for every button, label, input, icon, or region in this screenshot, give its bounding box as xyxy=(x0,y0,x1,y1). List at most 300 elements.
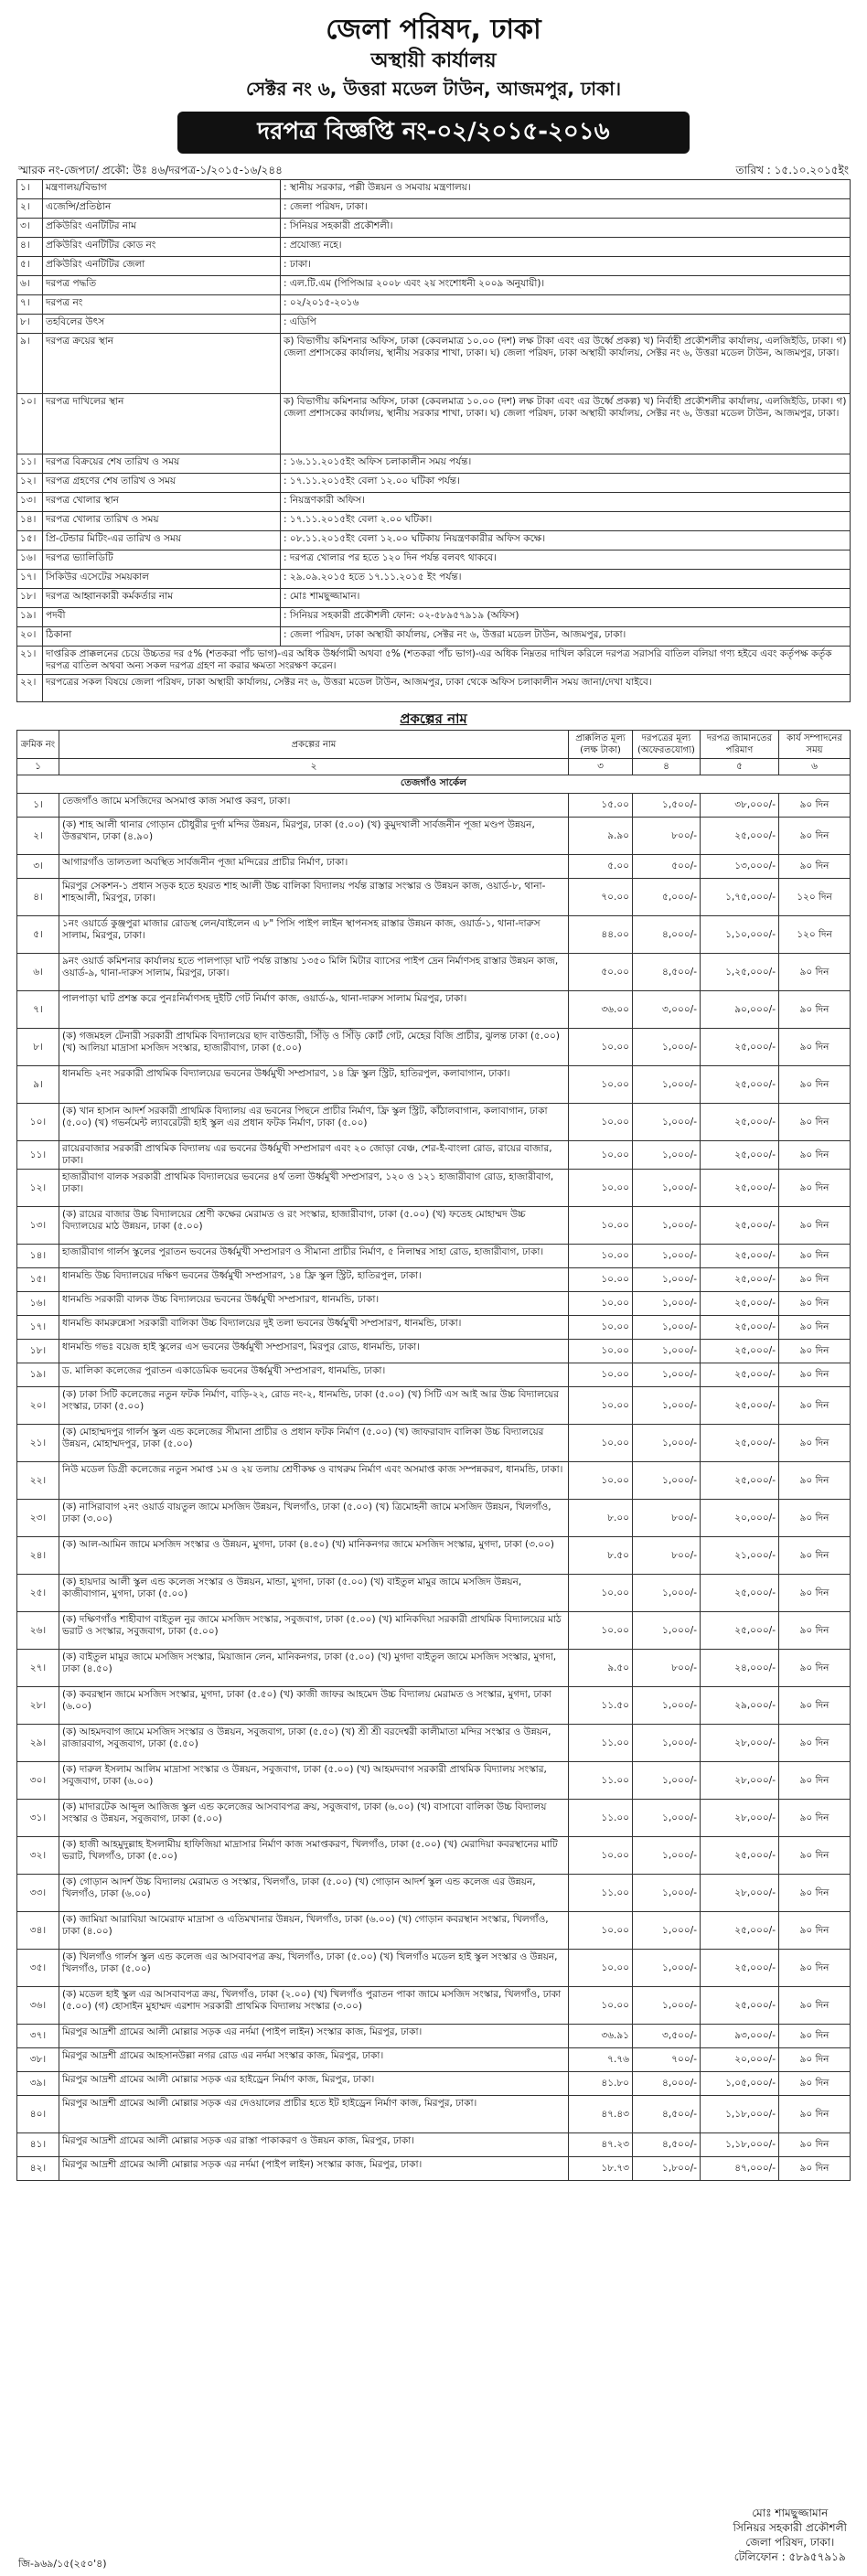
info-label: ঠিকানা xyxy=(43,627,281,647)
project-row xyxy=(17,794,851,818)
project-row xyxy=(17,818,851,855)
project-tender-fee: ৭০০/- xyxy=(633,2048,701,2072)
project-tender-fee: ৪,৫০০/- xyxy=(633,2133,701,2157)
project-serial: ৩০। xyxy=(17,1762,59,1800)
info-row xyxy=(17,180,851,199)
note-number: ২১। xyxy=(17,647,43,675)
project-tender-fee: ৫,০০০/- xyxy=(633,879,701,916)
project-security: ২৫,০০০/- xyxy=(701,1245,779,1268)
signature-block xyxy=(733,2506,847,2564)
project-tender-fee: ১,০০০/- xyxy=(633,1245,701,1268)
project-name: হাজারীবাগ বালক সরকারী প্রাথমিক বিদ্যালয়ের ভবনের ৪র্থ তলা উর্ধ্বমুখী সম্প্রসারণ, ১২০ ও ১২১ হাজারীবাগ রোড, হাজারীবাগ, ঢাকা। xyxy=(59,1170,569,1207)
project-duration: ৯০ দিন xyxy=(779,2133,851,2157)
col-index: ২ xyxy=(59,759,569,775)
project-row xyxy=(17,1837,851,1875)
project-serial: ৩৬। xyxy=(17,1987,59,2025)
project-duration: ১২০ দিন xyxy=(779,916,851,954)
project-name: (ক) কবরস্থান জামে মসজিদ সংস্কার, মুগদা, ঢাকা (৫.৫০) (খ) কাজী জাফর আহমেদ উচ্চ বিদ্যালয় মেরামত ও সংস্কার, মুগদা, ঢাকা (৬.০০) xyxy=(59,1687,569,1725)
project-row xyxy=(17,2157,851,2181)
project-row xyxy=(17,2048,851,2072)
project-name: (ক) গজমহল টেনারী সরকারী প্রাথমিক বিদ্যালয়ের ছাদ বাউন্ডারী, সিঁড়ি ও সিঁড়ি কোর্ট গেট, মেহের বিজি প্রাচীর, ঝুলন্ত ঢাকা (৫.০০) (খ) আলিয়া মাদ্রাসা মসজিদ সংস্কার, হাজারীবাগ, ঢাকা (৫.০০) xyxy=(59,1029,569,1066)
info-value: : জেলা পরিষদ, ঢাকা। xyxy=(281,199,851,219)
project-tender-fee: ১,০০০/- xyxy=(633,1029,701,1066)
project-row xyxy=(17,1245,851,1268)
info-label: প্রকিউরিং এনটিটির কোড নং xyxy=(43,238,281,257)
project-duration: ৯০ দিন xyxy=(779,1462,851,1500)
signatory-name: মোঃ শামছুজ্জামান xyxy=(752,2507,829,2519)
project-serial: ২। xyxy=(17,818,59,855)
project-estimate: ৫.০০ xyxy=(569,855,633,879)
note-row xyxy=(17,647,851,675)
project-duration: ৯০ দিন xyxy=(779,855,851,879)
project-row xyxy=(17,879,851,916)
project-tender-fee: ৮০০/- xyxy=(633,1500,701,1537)
info-value: : ০২/২০১৫-২০১৬ xyxy=(281,295,851,315)
signatory-title: সিনিয়র সহকারী প্রকৌশলী xyxy=(733,2521,847,2534)
project-security: ১,১০,০০০/- xyxy=(701,916,779,954)
info-number: ৯। xyxy=(17,334,43,394)
project-row xyxy=(17,1387,851,1425)
project-tender-fee: ৪,৫০০/- xyxy=(633,2096,701,2133)
project-estimate: ১০.০০ xyxy=(569,1141,633,1170)
project-tender-fee: ১,০০০/- xyxy=(633,1141,701,1170)
project-duration: ৯০ দিন xyxy=(779,1687,851,1725)
col-estimate: প্রাক্কলিত মূল্য (লক্ষ টাকা) xyxy=(569,731,633,759)
project-estimate: ১০.০০ xyxy=(569,1387,633,1425)
project-security: ২৫,০০০/- xyxy=(701,1912,779,1950)
project-duration: ৯০ দিন xyxy=(779,991,851,1029)
project-serial: ১২। xyxy=(17,1170,59,1207)
info-number: ১৯। xyxy=(17,608,43,627)
note-text: দাপ্তরিক প্রাক্কলনের চেয়ে উচ্চতর দর ৫% (শতকরা পাঁচ ভাগ)-এর অধিক উর্ধ্বগামী অথবা ৫% (শতকরা পাঁচ ভাগ)-এর অধিক নিম্নতর দাখিল করিলে দরপত্র সরাসরি বাতিল বলিয়া গণ্য হইবে এবং কর্তৃপক্ষ কর্তৃক দরপত্র বাতিল অথবা অন্য সকল দরপত্র গ্রহণ না করার ক্ষমতা সংরক্ষণ করেন। xyxy=(43,647,851,675)
col-duration: কার্য সম্পাদনের সময় xyxy=(779,731,851,759)
project-name: ধানমন্ডি ২নং সরকারী প্রাথমিক বিদ্যালয়ের ভবনের উর্ধ্বমুখী সম্প্রসারণ, ১৪ ফ্রি স্কুল স্ট্রিট, হাতিরপুল, কলাবাগান, ঢাকা। xyxy=(59,1066,569,1104)
info-row xyxy=(17,238,851,257)
project-estimate: ১১.৫০ xyxy=(569,1687,633,1725)
project-duration: ৯০ দিন xyxy=(779,1170,851,1207)
project-estimate: ১০.০০ xyxy=(569,1340,633,1363)
project-serial: ৩৫। xyxy=(17,1950,59,1987)
project-security: ৯০,০০০/- xyxy=(701,991,779,1029)
project-estimate: ১০.০০ xyxy=(569,1029,633,1066)
project-tender-fee: ১,০০০/- xyxy=(633,1837,701,1875)
project-row xyxy=(17,1340,851,1363)
info-label: দরপত্র গ্রহণের শেষ তারিখ ও সময় xyxy=(43,474,281,493)
info-row xyxy=(17,276,851,295)
project-tender-fee: ৪,৫০০/- xyxy=(633,954,701,991)
project-duration: ৯০ দিন xyxy=(779,1245,851,1268)
col-index: ১ xyxy=(17,759,59,775)
project-serial: ৩৮। xyxy=(17,2048,59,2072)
info-value: : ১৬.১১.২০১৫ইং অফিস চলাকালীন সময় পর্যন্ত। xyxy=(281,454,851,474)
info-number: ১৩। xyxy=(17,493,43,512)
project-row xyxy=(17,1800,851,1837)
project-estimate: ৭.৭৬ xyxy=(569,2048,633,2072)
project-name: মিরপুর সেকশন-১ প্রধান সড়ক হতে হযরত শাহ আলী উচ্চ বালিকা বিদ্যালয় পর্যন্ত রাস্তার সংস্কার ও উন্নয়ন কাজ, ওয়ার্ড-৮, থানা-শাহআলী, মিরপুর, ঢাকা। xyxy=(59,879,569,916)
project-tender-fee: ১,০০০/- xyxy=(633,1950,701,1987)
project-name: (ক) জামিয়া আরাবিয়া আমেরাফ মাদ্রাসা ও এতিমখানার উন্নয়ন, খিলগাঁও, ঢাকা (৬.০০) (খ) গোড়ান কবরস্থান সংস্কার, খিলগাঁও, ঢাকা (৪.০০) xyxy=(59,1912,569,1950)
project-name: ১নং ওয়ার্ডে কুঞ্জপুরা মাজার রোডস্থ লেন/বাইলেন এ ৮" পিসি পাইপ লাইন স্থাপনসহ রাস্তার উন্নয়ন কাজ, ওয়ার্ড-১, থানা-দারুস সালাম, মিরপুর, ঢাকা। xyxy=(59,916,569,954)
project-serial: ২৮। xyxy=(17,1687,59,1725)
info-value: : স্থানীয় সরকার, পল্লী উন্নয়ন ও সমবায় মন্ত্রণালয়। xyxy=(281,180,851,199)
project-row xyxy=(17,1575,851,1612)
info-row xyxy=(17,474,851,493)
project-duration: ৯০ দিন xyxy=(779,1875,851,1912)
project-duration: ৯০ দিন xyxy=(779,1500,851,1537)
project-row xyxy=(17,1462,851,1500)
section-row xyxy=(17,775,851,794)
project-security: ২০,০০০/- xyxy=(701,2048,779,2072)
col-index: ৩ xyxy=(569,759,633,775)
project-tender-fee: ১,৮০০/- xyxy=(633,2157,701,2181)
project-name: (ক) দারুল ইসলাম আলিম মাদ্রাসা সংস্কার ও উন্নয়ন, সবুজবাগ, ঢাকা (৫.০০) (খ) আহমদবাগ সরকারী প্রাথমিক বিদ্যালয় সংস্কার, সবুজবাগ, ঢাকা (৬.০০) xyxy=(59,1762,569,1800)
info-row xyxy=(17,295,851,315)
info-value: : ১৭.১১.২০১৫ইং বেলা ২.০০ ঘটিকা। xyxy=(281,512,851,531)
project-serial: ২৫। xyxy=(17,1575,59,1612)
project-tender-fee: ১,০০০/- xyxy=(633,1575,701,1612)
note-row xyxy=(17,675,851,702)
project-security: ২১,০০০/- xyxy=(701,1537,779,1575)
info-label: এজেন্সি/প্রতিষ্ঠান xyxy=(43,199,281,219)
info-row xyxy=(17,219,851,238)
project-duration: ৯০ দিন xyxy=(779,1912,851,1950)
project-duration: ৯০ দিন xyxy=(779,2072,851,2096)
info-label: মন্ত্রণালয়/বিভাগ xyxy=(43,180,281,199)
project-estimate: ৭০.০০ xyxy=(569,879,633,916)
project-serial: ৪। xyxy=(17,879,59,916)
info-label: প্রকিউরিং এনটিটির জেলা xyxy=(43,257,281,276)
project-security: ২৫,০০০/- xyxy=(701,1066,779,1104)
footer-code: জি-৯৬৯/১৫(২৫০'৪) xyxy=(18,2558,107,2570)
info-label: দরপত্র খোলার স্থান xyxy=(43,493,281,512)
project-tender-fee: ১,০০০/- xyxy=(633,1104,701,1141)
project-duration: ৯০ দিন xyxy=(779,818,851,855)
project-tender-fee: ৮০০/- xyxy=(633,1537,701,1575)
project-security: ১,২৫,০০০/- xyxy=(701,954,779,991)
project-duration: ৯০ দিন xyxy=(779,2025,851,2048)
project-tender-fee: ১,৫০০/- xyxy=(633,794,701,818)
project-row xyxy=(17,1316,851,1340)
info-value: : সিনিয়র সহকারী প্রকৌশলী ফোন: ০২-৫৮৯৫৭৯১৯ (অফিস) xyxy=(281,608,851,627)
project-name: (ক) আহমদবাগ জামে মসজিদ সংস্কার ও উন্নয়ন, সবুজবাগ, ঢাকা (৫.৫০) (খ) শ্রী শ্রী বরদেশ্বরী কালীমাতা মন্দির সংস্কার ও উন্নয়ন, রাজারবাগ, সবুজবাগ, ঢাকা (৫.৫০) xyxy=(59,1725,569,1762)
project-estimate: ১০.০০ xyxy=(569,1363,633,1387)
project-row xyxy=(17,1425,851,1462)
project-estimate: ৪৪.০০ xyxy=(569,916,633,954)
project-serial: ১৪। xyxy=(17,1245,59,1268)
info-row xyxy=(17,334,851,394)
project-tender-fee: ৫০০/- xyxy=(633,855,701,879)
project-security: ২৫,০০০/- xyxy=(701,818,779,855)
signatory-phone: টেলিফোন : ৫৮৯৫৭৯১৯ xyxy=(733,2550,846,2563)
project-security: ২৫,০০০/- xyxy=(701,1268,779,1292)
project-tender-fee: ৮০০/- xyxy=(633,818,701,855)
project-duration: ৯০ দিন xyxy=(779,1268,851,1292)
info-value: : ০৮.১১.২০১৫ইং বেলা ১২.০০ ঘটিকায় নিয়ন্ত্রণকারীর অফিস কক্ষে। xyxy=(281,531,851,550)
project-estimate: ৫০.০০ xyxy=(569,954,633,991)
project-tender-fee: ১,০০০/- xyxy=(633,1612,701,1650)
info-row xyxy=(17,627,851,647)
project-security: ২৫,০০০/- xyxy=(701,1837,779,1875)
project-security: ২৮,০০০/- xyxy=(701,1725,779,1762)
info-value: : সিনিয়র সহকারী প্রকৌশলী। xyxy=(281,219,851,238)
info-label: দরপত্র আহ্বানকারী কর্মকর্তার নাম xyxy=(43,589,281,608)
project-security: ২৫,০০০/- xyxy=(701,1575,779,1612)
project-estimate: ১০.০০ xyxy=(569,1575,633,1612)
info-label: দরপত্র বিক্রয়ের শেষ তারিখ ও সময় xyxy=(43,454,281,474)
project-name: (ক) হাজী আহমুদুল্লাহ ইসলামীয় হাফিজিয়া মাদ্রাসার নির্মাণ কাজ সমাপ্তকরণ, খিলগাঁও, ঢাকা (৫.০০) (খ) মেরাদিয়া কবরস্থানের মাটি ভরাট, খিলগাঁও, ঢাকা (৫.০০) xyxy=(59,1837,569,1875)
project-tender-fee: ১,০০০/- xyxy=(633,1912,701,1950)
info-row xyxy=(17,257,851,276)
project-row xyxy=(17,1537,851,1575)
project-serial: ১৭। xyxy=(17,1316,59,1340)
info-row xyxy=(17,531,851,550)
project-estimate: ১০.০০ xyxy=(569,1207,633,1245)
project-name: (ক) খান হাসান আদর্শ সরকারী প্রাথমিক বিদ্যালয় এর ভবনের পিছনে প্রাচীর নির্মাণ, ফ্রি স্কুল স্ট্রিট, কাঁঠালবাগান, কলাবাগান, ঢাকা (৫.০০) (খ) গভর্নমেন্ট ল্যাবরেটরী হাই স্কুল এর প্রধান ফটক নির্মাণ, ঢাকা (৫.০০) xyxy=(59,1104,569,1141)
col-index: ৫ xyxy=(701,759,779,775)
info-label: সিকিউর এসেটের সময়কাল xyxy=(43,570,281,589)
project-row xyxy=(17,2072,851,2096)
info-label: তহবিলের উৎস xyxy=(43,315,281,334)
project-serial: ৩৪। xyxy=(17,1912,59,1950)
info-value: ক) বিভাগীয় কমিশনার অফিস, ঢাকা (কেবলমাত্র ১০.০০ (দশ) লক্ষ টাকা এবং এর উর্ধ্বে প্রকল্প) খ) নির্বাহী প্রকৌশলীর কার্যালয়, এলজিইডি, ঢাকা। গ) জেলা প্রশাসকের কার্যালয়, স্থানীয় সরকার শাখা, ঢাকা। ঘ) জেলা পরিষদ, ঢাকা অস্থায়ী কার্যালয়, সেক্টর নং ৬, উত্তরা মডেল টাউন, আজমপুর, ঢাকা। xyxy=(281,334,851,394)
info-row xyxy=(17,589,851,608)
info-number: ৩। xyxy=(17,219,43,238)
project-serial: ২২। xyxy=(17,1462,59,1500)
project-tender-fee: ১,০০০/- xyxy=(633,1425,701,1462)
office-name: জেলা পরিষদ, ঢাকা xyxy=(326,14,541,46)
info-value: : দরপত্র খোলার পর হতে ১২০ দিন পর্যন্ত বলবৎ থাকবে। xyxy=(281,550,851,570)
project-name: (ক) শাহ আলী থানার গোড়ান চৌধুরীর দুর্গা মন্দির উন্নয়ন, মিরপুর, ঢাকা (৫.০০) (খ) কুমুদখালী সার্বজনীন পূজা মণ্ডপ উন্নয়ন, উত্তরখান, ঢাকা (৪.৯০) xyxy=(59,818,569,855)
project-tender-fee: ১,০০০/- xyxy=(633,1462,701,1500)
project-security: ২৫,০০০/- xyxy=(701,1387,779,1425)
project-estimate: ৩৬.৯১ xyxy=(569,2025,633,2048)
project-name: মিরপুর আদ্রশী গ্রামের আহসানউল্লা নগর রোড এর নর্দমা সংস্কার কাজ, মিরপুর, ঢাকা। xyxy=(59,2048,569,2072)
project-tender-fee: ১,০০০/- xyxy=(633,1292,701,1316)
project-duration: ৯০ দিন xyxy=(779,1387,851,1425)
project-duration: ৯০ দিন xyxy=(779,1537,851,1575)
project-estimate: ১০.০০ xyxy=(569,1316,633,1340)
info-row xyxy=(17,512,851,531)
project-security: ১৩,০০০/- xyxy=(701,855,779,879)
project-security: ২৫,০০০/- xyxy=(701,1425,779,1462)
info-number: ১৮। xyxy=(17,589,43,608)
project-row xyxy=(17,1170,851,1207)
project-estimate: ১০.০০ xyxy=(569,1245,633,1268)
project-tender-fee: ১,০০০/- xyxy=(633,1762,701,1800)
project-serial: ৯। xyxy=(17,1066,59,1104)
project-name: মিরপুর আদ্রশী গ্রামের আলী মোল্লার সড়ক এর নর্দমা (পাইপ লাইন) সংস্কার কাজ, মিরপুর, ঢাকা। xyxy=(59,2157,569,2181)
col-security: দরপত্র জামানতের পরিমাণ xyxy=(701,731,779,759)
project-security: ২৫,০০০/- xyxy=(701,1462,779,1500)
project-security: ১,৭৫,০০০/- xyxy=(701,879,779,916)
project-tender-fee: ৩,০০০/- xyxy=(633,991,701,1029)
project-security: ৩৮,০০০/- xyxy=(701,794,779,818)
project-estimate: ১১.০০ xyxy=(569,1725,633,1762)
project-security: ১,০৫,০০০/- xyxy=(701,2072,779,2096)
project-serial: ১০। xyxy=(17,1104,59,1141)
info-row xyxy=(17,570,851,589)
project-serial: ৩২। xyxy=(17,1837,59,1875)
info-number: ২০। xyxy=(17,627,43,647)
project-tender-fee: ৩,৫০০/- xyxy=(633,2025,701,2048)
project-row xyxy=(17,991,851,1029)
project-security: ১,১৮,০০০/- xyxy=(701,2096,779,2133)
column-index-row xyxy=(17,759,851,775)
project-tender-fee: ১,০০০/- xyxy=(633,1340,701,1363)
project-security: ২৫,০০০/- xyxy=(701,1950,779,1987)
info-label: দরপত্র ভ্যালিডিটি xyxy=(43,550,281,570)
project-security: ২৫,০০০/- xyxy=(701,1340,779,1363)
project-tender-fee: ১,০০০/- xyxy=(633,1987,701,2025)
project-duration: ৯০ দিন xyxy=(779,2096,851,2133)
info-number: ২। xyxy=(17,199,43,219)
project-duration: ৯০ দিন xyxy=(779,2048,851,2072)
project-tender-fee: ৪,০০০/- xyxy=(633,2072,701,2096)
project-estimate: ১১.০০ xyxy=(569,1800,633,1837)
tender-info-table xyxy=(16,179,851,702)
project-security: ২৮,০০০/- xyxy=(701,1762,779,1800)
project-row xyxy=(17,1762,851,1800)
project-estimate: ১১.০০ xyxy=(569,1762,633,1800)
project-name: (ক) দক্ষিণগাঁও শাহীবাগ বাইতুল নুর জামে মসজিদ সংস্কার, সবুজবাগ, ঢাকা (৫.০০) (খ) মানিকদিয়া সরকারী প্রাথমিক বিদ্যালয়ের মাঠ ভরাট ও সংস্কার, সবুজবাগ, ঢাকা (৫.০০) xyxy=(59,1612,569,1650)
info-label: প্রকিউরিং এনটিটির নাম xyxy=(43,219,281,238)
project-name: ধানমন্ডি গভঃ বয়েজ হাই স্কুলের এস ভবনের উর্ধ্বমুখী সম্প্রসারণ, মিরপুর রোড, ধানমন্ডি, ঢাকা। xyxy=(59,1340,569,1363)
memo-number: স্মারক নং-জেপঢা/ প্রকৌ: উঃ ৪৬/দরপত্র-১/২০১৫-১৬/২৪৪ xyxy=(18,164,283,176)
project-name: (ক) নাসিরাবাগ ২নং ওয়ার্ড বায়তুল জামে মসজিদ উন্নয়ন, খিলগাঁও, ঢাকা (৫.০০) (খ) ত্রিমোহনী জামে মসজিদ উন্নয়ন, খিলগাঁও, ঢাকা (৩.০০) xyxy=(59,1500,569,1537)
project-name: তেজগাঁও জামে মসজিদের অসমাপ্ত কাজ সমাপ্ত করণ, ঢাকা। xyxy=(59,794,569,818)
project-duration: ৯০ দিন xyxy=(779,1207,851,1245)
project-name: পালপাড়া ঘাট প্রশস্ত করে পুনঃনির্মাণসহ দুইটি গেট নির্মাণ কাজ, ওয়ার্ড-৯, থানা-দারুস সালাম মিরপুর, ঢাকা। xyxy=(59,991,569,1029)
project-serial: ৪০। xyxy=(17,2096,59,2133)
project-duration: ৯০ দিন xyxy=(779,1725,851,1762)
project-duration: ৯০ দিন xyxy=(779,1363,851,1387)
project-security: ২৫,০০০/- xyxy=(701,1363,779,1387)
project-row xyxy=(17,2096,851,2133)
info-label: প্রি-টেন্ডার মিটিং-এর তারিখ ও সময় xyxy=(43,531,281,550)
project-name: নিউ মডেল ডিগ্রী কলেজের নতুন সমাপ্ত ১ম ও ২য় তলায় শ্রেণীকক্ষ ও বাথরুম নির্মাণ এবং অসমাপ্ত কাজ সম্পন্নকরণ, ধানমন্ডি, ঢাকা। xyxy=(59,1462,569,1500)
info-row xyxy=(17,454,851,474)
project-row xyxy=(17,1500,851,1537)
project-name: আগারগাঁও তালতলা অবস্থিত সার্বজনীন পূজা মন্দিরের প্রাচীর নির্মাণ, ঢাকা। xyxy=(59,855,569,879)
project-tender-fee: ১,০০০/- xyxy=(633,1316,701,1340)
info-value: : মোঃ শামছুজ্জামান। xyxy=(281,589,851,608)
info-label: দরপত্র দাখিলের স্থান xyxy=(43,394,281,454)
info-label: দরপত্র খোলার তারিখ ও সময় xyxy=(43,512,281,531)
project-serial: ১৫। xyxy=(17,1268,59,1292)
project-estimate: ১০.০০ xyxy=(569,1170,633,1207)
project-estimate: ১০.০০ xyxy=(569,1462,633,1500)
project-estimate: ১০.০০ xyxy=(569,1987,633,2025)
projects-table xyxy=(16,730,851,2181)
project-security: ২৫,০০০/- xyxy=(701,1104,779,1141)
project-serial: ৭। xyxy=(17,991,59,1029)
project-duration: ৯০ দিন xyxy=(779,1837,851,1875)
project-row xyxy=(17,1612,851,1650)
project-tender-fee: ১,০০০/- xyxy=(633,1363,701,1387)
project-security: ২৪,০০০/- xyxy=(701,1650,779,1687)
info-row xyxy=(17,608,851,627)
project-tender-fee: ৪,০০০/- xyxy=(633,916,701,954)
project-name: (ক) বাইতুল মামুর জামে মসজিদ সংস্কার, মিয়াজান লেন, মানিকনগর, ঢাকা (৫.০০) (খ) মুগদা বাইতুল জামে মসজিদ সংস্কার, মুগদা, ঢাকা (৪.৫০) xyxy=(59,1650,569,1687)
project-serial: ২০। xyxy=(17,1387,59,1425)
project-estimate: ১০.০০ xyxy=(569,1612,633,1650)
col-project-name: প্রকল্পের নাম xyxy=(59,731,569,759)
info-value: : ১৭.১১.২০১৫ইং বেলা ১২.০০ ঘটিকা পর্যন্ত। xyxy=(281,474,851,493)
project-serial: ৩। xyxy=(17,855,59,879)
project-duration: ৯০ দিন xyxy=(779,1425,851,1462)
info-row xyxy=(17,493,851,512)
project-duration: ৯০ দিন xyxy=(779,794,851,818)
project-estimate: ৯.৫০ xyxy=(569,1650,633,1687)
project-estimate: ১০.০০ xyxy=(569,1292,633,1316)
project-tender-fee: ১,০০০/- xyxy=(633,1687,701,1725)
project-row xyxy=(17,1650,851,1687)
project-serial: ৬। xyxy=(17,954,59,991)
info-value: : নিয়ন্ত্রণকারী অফিস। xyxy=(281,493,851,512)
project-security: ৪৭,০০০/- xyxy=(701,2157,779,2181)
project-estimate: ৪৭.২৩ xyxy=(569,2133,633,2157)
projects-title: প্রকল্পের নাম xyxy=(400,711,467,727)
project-tender-fee: ১,০০০/- xyxy=(633,1066,701,1104)
project-duration: ৯০ দিন xyxy=(779,1029,851,1066)
project-serial: ২১। xyxy=(17,1425,59,1462)
project-name: (ক) মোহাম্মদপুর গার্লস স্কুল এন্ড কলেজের সীমানা প্রাচীর ও প্রধান ফটক নির্মাণ (৫.০০) (খ) জাফরাবাদ বালিকা উচ্চ বিদ্যালয়ের উন্নয়ন, মোহাম্মদপুর, ঢাকা (৫.০০) xyxy=(59,1425,569,1462)
info-number: ১৫। xyxy=(17,531,43,550)
reference-line xyxy=(16,161,851,179)
project-serial: ৩১। xyxy=(17,1800,59,1837)
project-serial: ৩৩। xyxy=(17,1875,59,1912)
project-security: ২৮,০০০/- xyxy=(701,1875,779,1912)
project-name: মিরপুর আদ্রশী গ্রামের আলী মোল্লার সড়ক এর রাস্তা পাকাকরণ ও উন্নয়ন কাজ, মিরপুর, ঢাকা। xyxy=(59,2133,569,2157)
project-estimate: ৯.৯০ xyxy=(569,818,633,855)
project-row xyxy=(17,1687,851,1725)
project-serial: ২৯। xyxy=(17,1725,59,1762)
project-estimate: ১০.০০ xyxy=(569,1425,633,1462)
project-serial: ১। xyxy=(17,794,59,818)
project-row xyxy=(17,1268,851,1292)
project-duration: ৯০ দিন xyxy=(779,1066,851,1104)
project-name: মিরপুর আদ্রশী গ্রামের আলী মোল্লার সড়ক এর হাইড্রেন নির্মাণ কাজ, মিরপুর, ঢাকা। xyxy=(59,2072,569,2096)
info-label: দরপত্র পদ্ধতি xyxy=(43,276,281,295)
project-tender-fee: ১,০০০/- xyxy=(633,1387,701,1425)
project-name: (ক) আল-আমিন জামে মসজিদ সংস্কার ও উন্নয়ন, মুগদা, ঢাকা (৪.৫০) (খ) মানিকনগর জামে মসজিদ সংস্কার, মুগদা, ঢাকা (৩.০০) xyxy=(59,1537,569,1575)
office-header xyxy=(16,13,851,102)
office-subtitle: অস্থায়ী কার্যালয় xyxy=(370,49,497,72)
project-tender-fee: ১,০০০/- xyxy=(633,1800,701,1837)
project-security: ৯৩,০০০/- xyxy=(701,2025,779,2048)
projects-header-row xyxy=(17,731,851,759)
info-value: : ২৯.০৯.২০১৫ হতে ১৭.১১.২০১৫ ইং পর্যন্ত। xyxy=(281,570,851,589)
project-duration: ৯০ দিন xyxy=(779,1316,851,1340)
project-serial: ২৭। xyxy=(17,1650,59,1687)
project-serial: ১৬। xyxy=(17,1292,59,1316)
project-row xyxy=(17,1363,851,1387)
project-serial: ৩৯। xyxy=(17,2072,59,2096)
project-estimate: ১০.০০ xyxy=(569,1066,633,1104)
project-tender-fee: ৮০০/- xyxy=(633,1650,701,1687)
project-name: (ক) খিলগাঁও গার্লস স্কুল এন্ড কলেজ এর আসবাবপত্র ক্রয়, খিলগাঁও, ঢাকা (৫.০০) (খ) খিলগাঁও মডেল হাই স্কুল সংস্কার ও উন্নয়ন, খিলগাঁও, ঢাকা (৫.০০) xyxy=(59,1950,569,1987)
info-value: ক) বিভাগীয় কমিশনার অফিস, ঢাকা (কেবলমাত্র ১০.০০ (দশ) লক্ষ টাকা এবং এর উর্ধ্বে প্রকল্প) খ) নির্বাহী প্রকৌশলীর কার্যালয়, এলজিইডি, ঢাকা। গ) জেলা প্রশাসকের কার্যালয়, স্থানীয় সরকার শাখা, ঢাকা। ঘ) জেলা পরিষদ, ঢাকা অস্থায়ী কার্যালয়, সেক্টর নং ৬, উত্তরা মডেল টাউন, আজমপুর, ঢাকা। xyxy=(281,394,851,454)
project-duration: ৯০ দিন xyxy=(779,1950,851,1987)
info-number: ১১। xyxy=(17,454,43,474)
project-row xyxy=(17,1104,851,1141)
info-label: দরপত্র নং xyxy=(43,295,281,315)
project-row xyxy=(17,2025,851,2048)
note-text: দরপত্রের সকল বিষয়ে জেলা পরিষদ, ঢাকা অস্থায়ী কার্যালয়, সেক্টর নং ৬, উত্তরা মডেল টাউন, আজমপুর, ঢাকা থেকে অফিস চলাকালীন সময় জানা/দেখা যাইবে। xyxy=(43,675,851,702)
project-estimate: ৪১.৮০ xyxy=(569,2072,633,2096)
info-number: ১০। xyxy=(17,394,43,454)
project-duration: ৯০ দিন xyxy=(779,954,851,991)
